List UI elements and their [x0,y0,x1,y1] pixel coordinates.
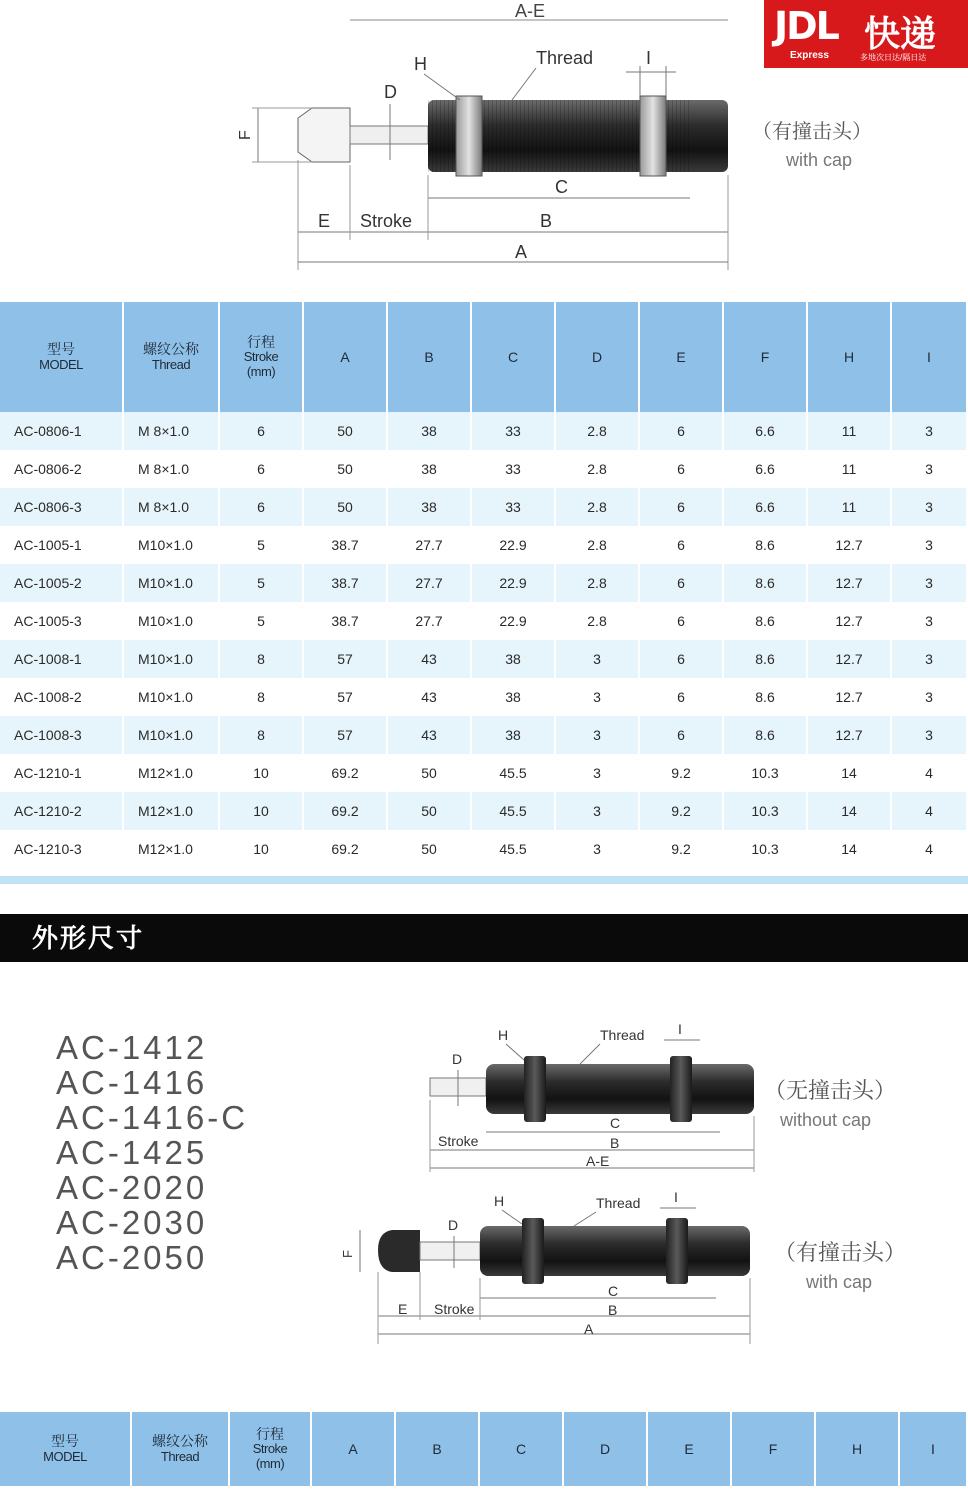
table-cell: 5 [220,564,304,602]
d3-h-label: H [494,1193,505,1209]
table-cell: 6 [220,450,304,488]
table-cell: AC-1210-1 [0,754,124,792]
table-cell: 2.8 [556,526,640,564]
table-cell: M12×1.0 [124,754,220,792]
table-cell: 43 [388,678,472,716]
table-cell: 5 [220,526,304,564]
table-cell: M10×1.0 [124,526,220,564]
shock-absorber-diagrams-large [0,1010,968,1350]
dim-c-label: C [555,177,568,197]
table-cell: 12.7 [808,602,892,640]
dim-e-label: E [318,211,331,231]
table-cell: 8 [220,640,304,678]
table-cell: 12.7 [808,716,892,754]
table-cell: 27.7 [388,602,472,640]
table-cell: 3 [556,678,640,716]
table2-header-row [0,1412,968,1486]
table-cell: 10 [220,792,304,830]
header-c: C [480,1412,564,1486]
table-cell: 6 [640,716,724,754]
table-cell: 11 [808,412,892,450]
d2-h-label: H [498,1027,509,1043]
d2-d-label: D [452,1051,463,1067]
table-cell: 4 [892,830,968,868]
table-row [0,678,968,716]
table-cell: M12×1.0 [124,792,220,830]
table-cell: 12.7 [808,564,892,602]
diagram3-caption-en: with cap [806,1272,873,1292]
table-cell: 2.8 [556,564,640,602]
table-cell: 6 [220,412,304,450]
table-row [0,412,968,450]
table-row [0,640,968,678]
table-cell: 3 [892,678,968,716]
table-cell: 3 [556,716,640,754]
shock-absorber-diagram-with-cap [0,0,968,290]
model-list-item: AC-1416-C [56,1099,249,1136]
table-cell: 14 [808,792,892,830]
header-model: 型号 MODEL [0,1412,132,1486]
table-row [0,716,968,754]
table-cell: 6 [640,412,724,450]
table-cell: 69.2 [304,792,388,830]
table-cell: 33 [472,488,556,526]
table-cell: 69.2 [304,754,388,792]
table-cell: 8 [220,678,304,716]
table-cell: 3 [556,830,640,868]
table-cell: 4 [892,754,968,792]
table1-bottom-bar [0,876,968,884]
d2-thread-label: Thread [600,1027,645,1043]
table-cell: 8.6 [724,640,808,678]
table-cell: 38.7 [304,526,388,564]
table-cell: 57 [304,678,388,716]
table-cell: 45.5 [472,830,556,868]
table-cell: 45.5 [472,754,556,792]
table-cell: 3 [892,526,968,564]
logo-slogan: 多地次日达/隔日达 [860,53,927,62]
d2-c-label: C [610,1115,621,1131]
table-cell: 22.9 [472,564,556,602]
logo-en: Express [790,50,829,61]
table-cell: M10×1.0 [124,602,220,640]
header-h: H [816,1412,900,1486]
header-e: E [640,302,724,412]
table-cell: 69.2 [304,830,388,868]
table-cell: 38 [388,412,472,450]
table-row [0,564,968,602]
table-cell: 3 [892,602,968,640]
table-cell: 12.7 [808,678,892,716]
header-stroke: 行程 Stroke (mm) [230,1412,312,1486]
d3-f-label: F [340,1250,355,1258]
dim-stroke-label: Stroke [360,211,413,231]
table-cell: 33 [472,450,556,488]
dim-thread-label: Thread [536,48,594,68]
header-i: I [892,302,968,412]
table-cell: 6 [640,564,724,602]
table-cell: M10×1.0 [124,564,220,602]
header-h: H [808,302,892,412]
header-thread: 螺纹公称 Thread [124,302,220,412]
table-cell: 38 [472,640,556,678]
table-cell: M 8×1.0 [124,412,220,450]
table-cell: 45.5 [472,792,556,830]
table-cell: 6 [220,488,304,526]
d3-b-label: B [608,1302,618,1318]
table-cell: 10.3 [724,830,808,868]
table-cell: 6 [640,602,724,640]
d3-c-label: C [608,1283,619,1299]
model-list-item: AC-1425 [56,1134,208,1171]
table-cell: 50 [304,412,388,450]
table-cell: 12.7 [808,640,892,678]
table1-header-row [0,302,968,412]
table-cell: M10×1.0 [124,678,220,716]
table-cell: 10.3 [724,792,808,830]
header-a: A [304,302,388,412]
header-b: B [396,1412,480,1486]
diagram2-caption-cn: （无撞击头） [764,1078,897,1103]
dim-i-label: I [646,48,652,68]
dim-a-label: A [515,242,528,262]
table-cell: 6 [640,450,724,488]
table-cell: 2.8 [556,450,640,488]
d3-i-label: I [674,1189,678,1205]
table-row [0,450,968,488]
dim-h-label: H [414,54,427,74]
table-cell: M 8×1.0 [124,488,220,526]
table-cell: 3 [892,412,968,450]
table-cell: AC-1210-3 [0,830,124,868]
d3-a-label: A [584,1321,594,1337]
table-cell: AC-0806-1 [0,412,124,450]
table-cell: 9.2 [640,754,724,792]
table-cell: M10×1.0 [124,640,220,678]
d3-e-label: E [398,1301,408,1317]
table-row [0,602,968,640]
model-list-item: AC-2020 [56,1169,208,1206]
table-cell: AC-1008-2 [0,678,124,716]
table-cell: 6 [640,488,724,526]
table-cell: 8.6 [724,526,808,564]
table-cell: 3 [556,754,640,792]
table-cell: 8.6 [724,564,808,602]
table-cell: 3 [556,792,640,830]
header-c: C [472,302,556,412]
table-cell: 12.7 [808,526,892,564]
table-cell: 8.6 [724,716,808,754]
table-cell: 3 [892,488,968,526]
table-cell: 27.7 [388,564,472,602]
table-cell: 33 [472,412,556,450]
header-stroke: 行程 Stroke (mm) [220,302,304,412]
table-cell: 6 [640,640,724,678]
header-thread: 螺纹公称 Thread [132,1412,230,1486]
diagram-with-cap [340,1189,906,1344]
header-d: D [556,302,640,412]
table-cell: 6 [640,678,724,716]
table-cell: 50 [304,450,388,488]
table-cell: 38 [472,716,556,754]
table-cell: 9.2 [640,792,724,830]
d3-stroke-label: Stroke [434,1301,475,1317]
table-cell: M 8×1.0 [124,450,220,488]
specs-table-large [0,1412,968,1486]
table-row [0,754,968,792]
table-cell: 22.9 [472,526,556,564]
table-cell: 57 [304,640,388,678]
header-f: F [732,1412,816,1486]
d2-b-label: B [610,1135,620,1151]
table-cell: AC-0806-3 [0,488,124,526]
table-cell: 38.7 [304,564,388,602]
diagram3-caption-cn: （有撞击头） [774,1240,907,1265]
diagram-without-cap [430,1021,896,1172]
logo-name: 快递 [864,14,937,55]
table-cell: 3 [892,716,968,754]
table-row [0,792,968,830]
table-cell: 8 [220,716,304,754]
header-model: 型号 MODEL [0,302,124,412]
logo-mark: JDL [774,4,838,48]
table-cell: 43 [388,640,472,678]
table-cell: 38 [388,488,472,526]
diagram2-caption-en: without cap [780,1110,872,1130]
table-cell: AC-1005-1 [0,526,124,564]
table-cell: 10 [220,830,304,868]
table-row [0,526,968,564]
d2-i-label: I [678,1021,682,1037]
table-cell: M12×1.0 [124,830,220,868]
table-cell: 6.6 [724,450,808,488]
model-list-item: AC-1416 [56,1064,208,1101]
dim-b-label: B [540,211,553,231]
table-cell: 2.8 [556,488,640,526]
table-cell: 5 [220,602,304,640]
diagram1-caption-en: with cap [786,150,853,170]
table-cell: 11 [808,488,892,526]
model-list-item: AC-2030 [56,1204,208,1241]
table-cell: 38.7 [304,602,388,640]
table-cell: 43 [388,716,472,754]
header-f: F [724,302,808,412]
table-cell: 2.8 [556,602,640,640]
table-cell: 6.6 [724,412,808,450]
table-cell: AC-1008-3 [0,716,124,754]
diagram1-caption-cn: （有撞击头） [752,121,872,143]
table-cell: 6.6 [724,488,808,526]
d2-stroke-label: Stroke [438,1133,479,1149]
header-i: I [900,1412,968,1486]
table-cell: 50 [388,792,472,830]
header-d: D [564,1412,648,1486]
table-cell: 57 [304,716,388,754]
table-cell: 38 [388,450,472,488]
table-cell: 3 [556,640,640,678]
table-cell: 3 [892,450,968,488]
table-cell: 50 [388,830,472,868]
table-cell: 50 [388,754,472,792]
table-cell: 38 [472,678,556,716]
d3-d-label: D [448,1217,459,1233]
table-cell: 9.2 [640,830,724,868]
table-row [0,488,968,526]
table-cell: 11 [808,450,892,488]
table-cell: 3 [892,640,968,678]
table-cell: 2.8 [556,412,640,450]
table-cell: 8.6 [724,678,808,716]
table-cell: AC-1210-2 [0,792,124,830]
table-cell: 50 [304,488,388,526]
dim-ae-label: A-E [515,1,546,21]
model-list-item: AC-2050 [56,1239,208,1276]
model-list-item: AC-1412 [56,1029,208,1066]
table-row [0,830,968,868]
table-cell: 3 [892,564,968,602]
table-cell: 8.6 [724,602,808,640]
header-a: A [312,1412,396,1486]
header-b: B [388,302,472,412]
table-cell: 10 [220,754,304,792]
dim-d-label: D [384,82,397,102]
header-e: E [648,1412,732,1486]
table-cell: M10×1.0 [124,716,220,754]
table-cell: AC-1005-3 [0,602,124,640]
section-title-dimensions: 外形尺寸 [0,914,968,962]
table-cell: 14 [808,754,892,792]
table-cell: 27.7 [388,526,472,564]
table-cell: AC-1005-2 [0,564,124,602]
table-cell: AC-1008-1 [0,640,124,678]
table-cell: 10.3 [724,754,808,792]
table-cell: AC-0806-2 [0,450,124,488]
d2-ae-label: A-E [586,1153,610,1169]
d3-thread-label: Thread [596,1195,641,1211]
table-cell: 14 [808,830,892,868]
table-cell: 22.9 [472,602,556,640]
specs-table-small [0,302,968,868]
table-cell: 4 [892,792,968,830]
dim-f-label: F [237,130,254,140]
table-cell: 6 [640,526,724,564]
